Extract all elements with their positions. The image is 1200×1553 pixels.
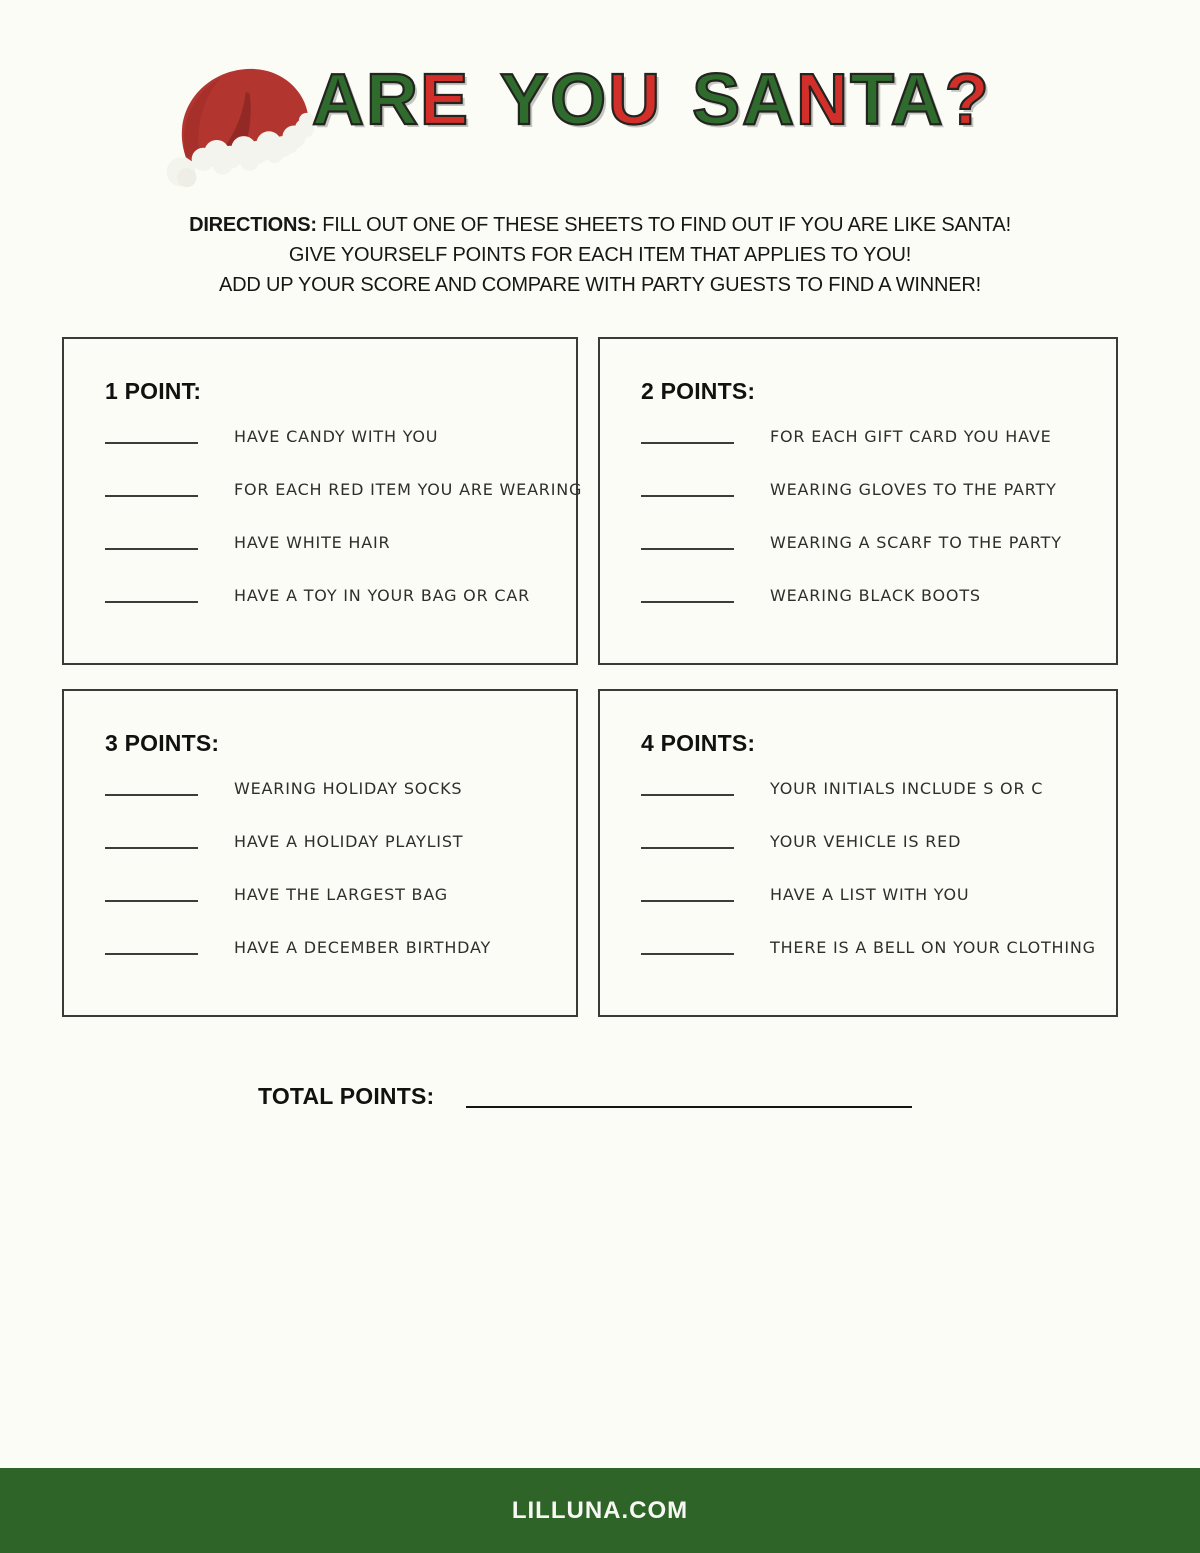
score-box-3-points (62, 689, 578, 1017)
score-item-row (105, 509, 558, 562)
score-items (105, 755, 558, 967)
total-points-label: TOTAL POINTS: (258, 1083, 435, 1109)
score-item-label: HAVE A HOLIDAY PLAYLIST (234, 832, 464, 851)
answer-blank-line (105, 953, 198, 955)
score-item-row (105, 562, 558, 615)
score-box-1-point (62, 337, 583, 665)
directions-line-2: GIVE YOURSELF POINTS FOR EACH ITEM THAT APPLIES TO YOU! (288, 244, 912, 266)
score-item-row (641, 562, 1098, 615)
score-item-label: HAVE CANDY WITH YOU (234, 427, 439, 446)
title-letter: ? (944, 60, 991, 140)
title-letter: Y (500, 60, 551, 140)
title-word (692, 60, 991, 140)
score-item-label: YOUR VEHICLE IS RED (770, 832, 962, 851)
answer-blank-line (641, 847, 734, 849)
title-letter: E (420, 60, 471, 140)
directions-line-1: FILL OUT ONE OF THESE SHEETS TO FIND OUT IF YOU ARE LIKE SANTA! (322, 214, 1011, 236)
score-item-label: WEARING BLACK BOOTS (770, 586, 981, 605)
title-letter: O (550, 60, 609, 140)
score-item-label: HAVE WHITE HAIR (234, 533, 391, 552)
score-items (641, 755, 1098, 967)
answer-blank-line (105, 548, 198, 550)
answer-blank-line (641, 548, 734, 550)
score-item-label: FOR EACH RED ITEM YOU ARE WEARING (234, 480, 583, 499)
directions-text (120, 210, 1080, 300)
score-items (105, 403, 583, 615)
score-item-label: THERE IS A BELL ON YOUR CLOTHING (770, 938, 1096, 957)
score-box-heading: 1 POINT: (105, 378, 202, 404)
score-item-row (105, 456, 583, 509)
title-letter: A (742, 60, 797, 140)
score-box-heading: 2 POINTS: (641, 378, 756, 404)
title-word (312, 60, 471, 140)
score-item-row (641, 861, 1098, 914)
score-item-row (641, 755, 1098, 808)
score-item-row (641, 403, 1098, 456)
answer-blank-line (641, 794, 734, 796)
answer-blank-line (105, 794, 198, 796)
score-item-label: HAVE A DECEMBER BIRTHDAY (234, 938, 492, 957)
score-item-row (105, 755, 558, 808)
footer-bar (0, 1468, 1200, 1553)
answer-blank-line (641, 953, 734, 955)
title-letter: N (796, 60, 851, 140)
page-title (312, 60, 991, 140)
answer-blank-line (105, 900, 198, 902)
score-box-heading: 3 POINTS: (105, 730, 220, 756)
title-letter: T (850, 60, 891, 140)
score-item-label: WEARING HOLIDAY SOCKS (234, 779, 463, 798)
answer-blank-line (105, 847, 198, 849)
answer-blank-line (641, 601, 734, 603)
score-item-label: FOR EACH GIFT CARD YOU HAVE (770, 427, 1052, 446)
answer-blank-line (105, 601, 198, 603)
answer-blank-line (641, 495, 734, 497)
title-word (500, 60, 663, 140)
score-item-row (105, 914, 558, 967)
score-item-row (641, 808, 1098, 861)
header (0, 0, 1200, 200)
score-item-label: HAVE THE LARGEST BAG (234, 885, 448, 904)
score-item-label: HAVE A LIST WITH YOU (770, 885, 970, 904)
score-box-heading: 4 POINTS: (641, 730, 756, 756)
score-item-label: YOUR INITIALS INCLUDE S OR C (770, 779, 1044, 798)
answer-blank-line (641, 442, 734, 444)
footer-site-text: LILLUNA.COM (511, 1496, 689, 1524)
answer-blank-line (105, 495, 198, 497)
answer-blank-line (105, 442, 198, 444)
score-item-row (641, 509, 1098, 562)
title-letter: R (366, 60, 420, 140)
score-boxes (62, 337, 1138, 1017)
title-letter: A (890, 60, 945, 140)
score-box-2-points (598, 337, 1118, 665)
score-item-label: WEARING GLOVES TO THE PARTY (770, 480, 1057, 499)
title-letter: U (608, 60, 663, 140)
answer-blank-line (641, 900, 734, 902)
score-item-row (105, 403, 558, 456)
score-item-row (641, 456, 1098, 509)
score-item-label: HAVE A TOY IN YOUR BAG OR CAR (234, 586, 531, 605)
total-points-blank-line (466, 1106, 912, 1108)
score-item-row (105, 808, 558, 861)
score-item-row (641, 914, 1098, 967)
score-items (641, 403, 1098, 615)
score-box-4-points (598, 689, 1118, 1017)
title-letter: S (692, 60, 743, 140)
total-points-row (258, 1083, 1200, 1110)
directions-label: DIRECTIONS: (189, 214, 317, 236)
title-letter: A (312, 60, 366, 140)
directions-line-3: ADD UP YOUR SCORE AND COMPARE WITH PARTY GUESTS TO FIND A WINNER! (219, 274, 981, 296)
score-item-row (105, 861, 558, 914)
santa-hat-icon (160, 55, 316, 195)
score-item-label: WEARING A SCARF TO THE PARTY (770, 533, 1062, 552)
